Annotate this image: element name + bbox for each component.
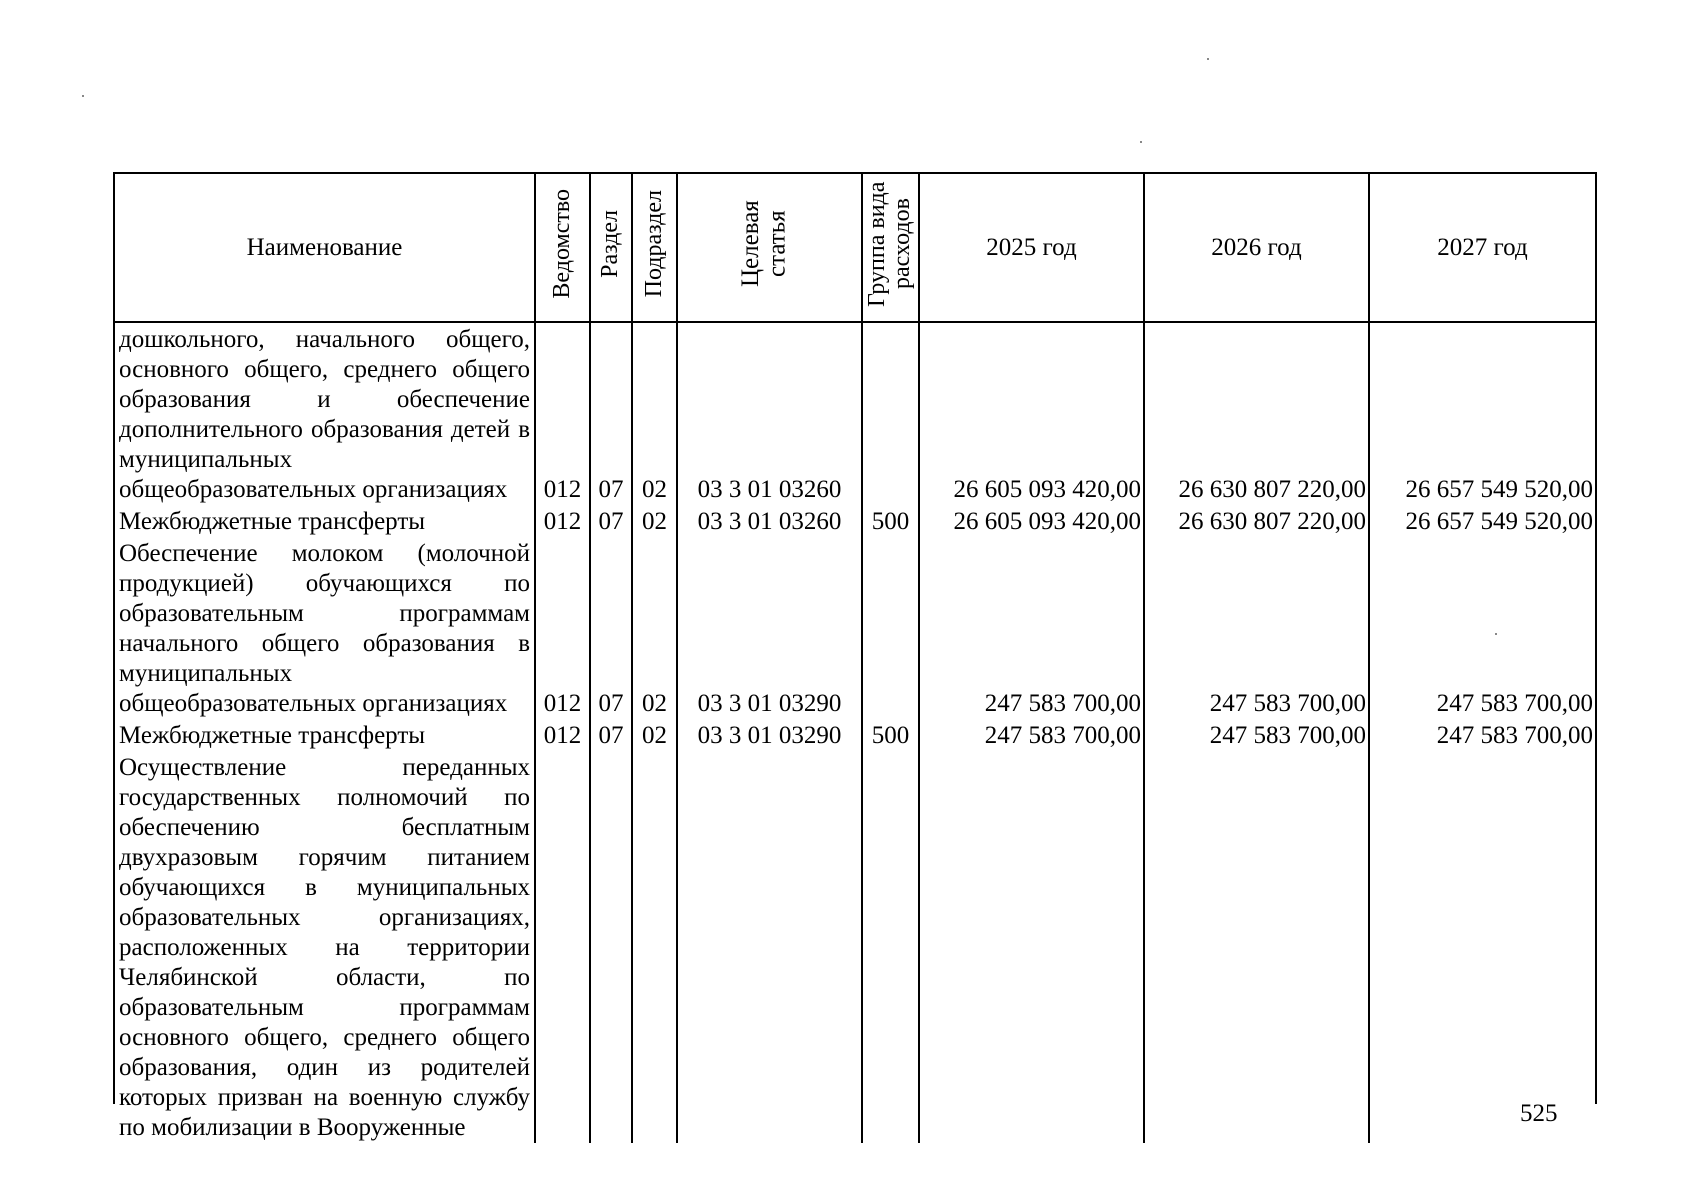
row-vedomstvo: 012 (535, 537, 590, 719)
row-tselevaya: 03 3 01 03260 (677, 322, 862, 505)
row-tselevaya: 03 3 01 03290 (677, 537, 862, 719)
row-2025: 247 583 700,00 (919, 537, 1144, 719)
row-razdel: 07 (590, 537, 632, 719)
header-gruppa-vida-rashodov: Группа вида расходов (862, 174, 919, 322)
row-2027: 26 657 549 520,00 (1369, 505, 1595, 537)
header-tselevaya-statya: Целевая статья (677, 174, 862, 322)
empty-cell (862, 751, 919, 1143)
row-podrazdel: 02 (632, 505, 677, 537)
budget-table (115, 174, 1595, 1143)
empty-cell (1369, 751, 1595, 1143)
row-2027: 247 583 700,00 (1369, 537, 1595, 719)
row-razdel: 07 (590, 719, 632, 751)
empty-cell (632, 751, 677, 1143)
row-name: Межбюджетные трансферты (119, 722, 426, 749)
row-2026: 247 583 700,00 (1144, 537, 1369, 719)
table-row (115, 505, 1595, 537)
row-2026: 247 583 700,00 (1144, 719, 1369, 751)
row-vedomstvo: 012 (535, 719, 590, 751)
scan-speck (1207, 58, 1209, 60)
header-year-2025: 2025 год (919, 174, 1144, 322)
empty-cell (590, 751, 632, 1143)
row-podrazdel: 02 (632, 537, 677, 719)
row-gruppa: 500 (862, 505, 919, 537)
row-name: дошкольного, начального общего, основного общего, среднего общего образования и обеспечение дополнительного образования детей в муниципальных общеобразовательных организациях (119, 326, 530, 503)
page-number: 525 (1520, 1100, 1558, 1127)
row-vedomstvo: 012 (535, 322, 590, 505)
row-razdel: 07 (590, 322, 632, 505)
row-2025: 26 605 093 420,00 (919, 505, 1144, 537)
row-name: Обеспечение молоком (молочной продукцией) обучающихся по образовательным программам начального общего образования в муниципальных общеобразовательных организациях (119, 540, 530, 717)
table-row (115, 322, 1595, 505)
row-razdel: 07 (590, 505, 632, 537)
row-gruppa (862, 322, 919, 505)
row-vedomstvo: 012 (535, 505, 590, 537)
scan-speck (1495, 633, 1497, 635)
header-razdel: Раздел (590, 174, 632, 322)
scan-speck (1140, 141, 1142, 143)
row-2026: 26 630 807 220,00 (1144, 505, 1369, 537)
empty-cell (919, 751, 1144, 1143)
row-name-continued: Осуществление переданных государственных полномочий по обеспечению бесплатным двухразовым горячим питанием обучающихся в муниципальных образовательных организациях, расположенных на территории Челябинской области, по образовательным программам основного общего, среднего общего образования, один из родителей которых призван на военную службу по мобилизации в Вооруженные (119, 754, 530, 1141)
scan-speck (82, 95, 84, 97)
row-gruppa (862, 537, 919, 719)
header-year-2026: 2026 год (1144, 174, 1369, 322)
header-year-2027: 2027 год (1369, 174, 1595, 322)
row-podrazdel: 02 (632, 719, 677, 751)
table-row (115, 537, 1595, 719)
row-tselevaya: 03 3 01 03260 (677, 505, 862, 537)
empty-cell (1144, 751, 1369, 1143)
table-row (115, 719, 1595, 751)
row-podrazdel: 02 (632, 322, 677, 505)
row-2025: 26 605 093 420,00 (919, 322, 1144, 505)
header-vedomstvo: Ведомство (535, 174, 590, 322)
table-row-continued (115, 751, 1595, 1143)
row-name: Межбюджетные трансферты (119, 508, 426, 535)
row-2025: 247 583 700,00 (919, 719, 1144, 751)
header-name: Наименование (115, 174, 535, 322)
empty-cell (677, 751, 862, 1143)
row-tselevaya: 03 3 01 03290 (677, 719, 862, 751)
empty-cell (535, 751, 590, 1143)
header-podrazdel: Подраздел (632, 174, 677, 322)
row-2027: 247 583 700,00 (1369, 719, 1595, 751)
row-2027: 26 657 549 520,00 (1369, 322, 1595, 505)
row-gruppa: 500 (862, 719, 919, 751)
row-2026: 26 630 807 220,00 (1144, 322, 1369, 505)
table-header-row (115, 174, 1595, 322)
